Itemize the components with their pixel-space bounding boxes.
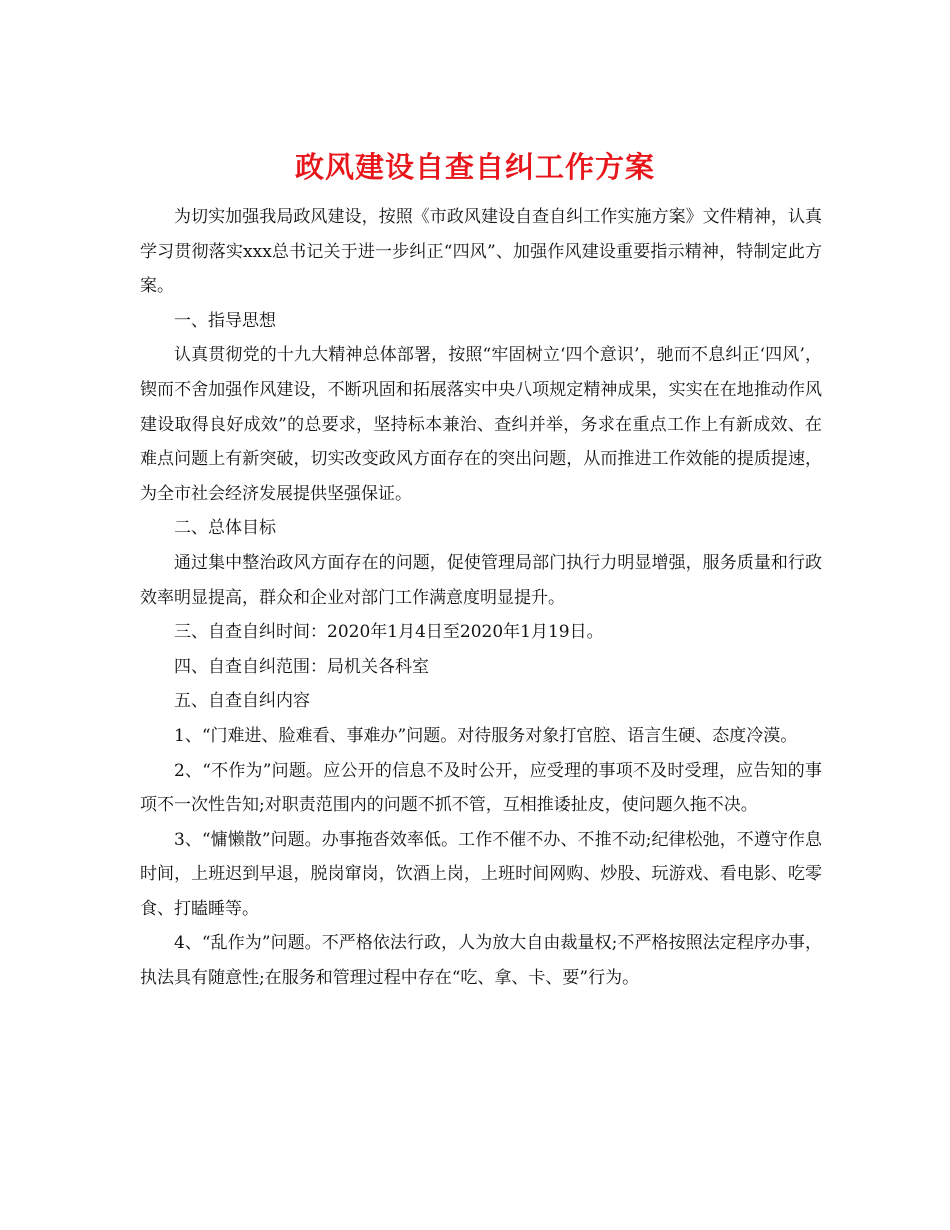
section-heading-guiding-ideology: 一、指导思想	[174, 310, 276, 331]
overall-goal-paragraph: 通过集中整治政风方面存在的问题，促使管理局部门执行力明显增强，服务质量和行政效率明显提高，群众和企业对部门工作满意度明显提升。	[140, 552, 822, 608]
content-item-4: 4、“乱作为”问题。不严格依法行政，人为放大自由裁量权;不严格按照法定程序办事，执法具有随意性;在服务和管理过程中存在“吃、拿、卡、要”行为。	[140, 933, 822, 989]
document-body	[140, 200, 822, 996]
content-item-1: 1、“门难进、脸难看、事难办”问题。对待服务对象打官腔、语言生硬、态度冷漠。	[174, 725, 798, 746]
content-item-2: 2、“不作为”问题。应公开的信息不及时公开，应受理的事项不及时受理，应告知的事项不一次性告知;对职责范围内的问题不抓不管，互相推诿扯皮，使问题久拖不决。	[140, 760, 822, 816]
section-scope: 四、自查自纠范围：局机关各科室	[174, 656, 429, 677]
guiding-ideology-paragraph: 认真贯彻党的十九大精神总体部署，按照“牢固树立‘四个意识’，驰而不息纠正‘四风’，锲而不舍加强作风建设，不断巩固和拓展落实中央八项规定精神成果，实实在在地推动作风建设取得良好成效”的总要求，坚持标本兼治、查纠并举，务求在重点工作上有新成效、在难点问题上有新突破，切实改变政风方面存在的突出问题，从而推进工作效能的提质提速，为全市社会经济发展提供坚强保证。	[140, 345, 822, 504]
intro-paragraph: 为切实加强我局政风建设，按照《市政风建设自查自纠工作实施方案》文件精神，认真学习贯彻落实xxx总书记关于进一步纠正“四风”、加强作风建设重要指示精神，特制定此方案。	[140, 207, 822, 297]
document-title: 政风建设自查自纠工作方案	[294, 150, 655, 185]
section-heading-content: 五、自查自纠内容	[174, 691, 310, 712]
section-heading-overall-goal: 二、总体目标	[174, 518, 276, 539]
section-time: 三、自查自纠时间：2020年1月4日至2020年1月19日。	[174, 622, 604, 643]
content-item-3: 3、“慵懒散”问题。办事拖沓效率低。工作不催不办、不推不动;纪律松弛，不遵守作息时间，上班迟到早退，脱岗窜岗，饮酒上岗，上班时间网购、炒股、玩游戏、看电影、吃零食、打瞌睡等。	[140, 829, 822, 919]
